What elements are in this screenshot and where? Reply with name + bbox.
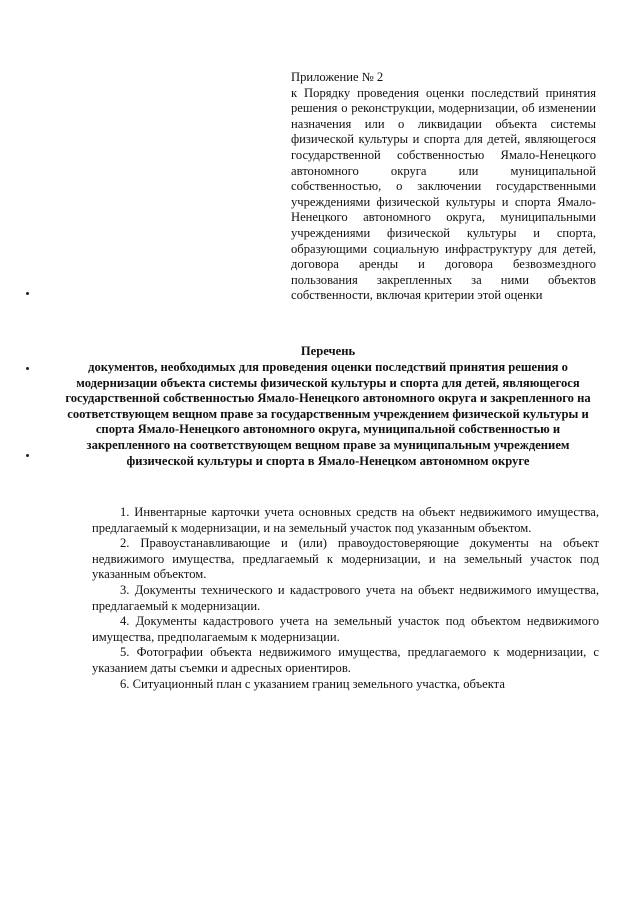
list-item: 6. Ситуационный план с указанием границ земельного участка, объекта xyxy=(120,676,505,691)
scan-dot-mark xyxy=(26,367,29,370)
annex-title: Приложение № 2 xyxy=(291,70,384,84)
list-item: 4. Документы кадастрового учета на земельный участок под объектом недвижимого имущества, предполагаемым к модернизации. xyxy=(92,614,599,644)
list-subtitle: документов, необходимых для проведения оценки последствий принятия решения о модернизации объекта системы физической культуры и спорта для детей, являющегося государственной собственностью Ямало-Ненецкого автономного округа и закрепленного на соответствующем вещном праве за государственным учреждением физической культуры и спорта Ямало-Ненецкого автономного округа, муниципальной собственностью и закрепленного на соответствующем вещном праве за муниципальным учреждением физической культуры и спорта в Ямало-Ненецком автономном округе xyxy=(65,360,591,468)
list-item: 1. Инвентарные карточки учета основных средств на объект недвижимого имущества, предлагаемый к модернизации, и на земельный участок под указанным объектом. xyxy=(92,505,599,535)
list-title: Перечень xyxy=(300,344,356,358)
list-item: 5. Фотографии объекта недвижимого имущества, предлагаемого к модернизации, с указанием даты съемки и адресных ориентиров. xyxy=(92,645,599,675)
scan-dot-mark xyxy=(26,292,29,295)
annex-body: к Порядку проведения оценки последствий принятия решения о реконструкции, модернизации, об изменении назначения или о ликвидации объекта системы физической культуры и спорта для детей, являющегося государственной собственностью Ямало-Ненецкого автономного округа или муниципальной собственностью, о заключении государственными учреждениями физической культуры и спорта Ямало-Ненецкого автономного округа, муниципальными учреждениями физической культуры и спорта, образующими социальную инфраструктуру для детей, договора аренды и договора безвозмездного пользования закрепленных за ними объектов собственности, включая критерии этой оценки xyxy=(291,85,596,303)
list-item: 3. Документы технического и кадастрового учета на объект недвижимого имущества, предлагаемый к модернизации. xyxy=(92,582,599,613)
annex-block xyxy=(291,70,596,304)
scan-dot-mark xyxy=(26,454,29,457)
list-item: 2. Правоустанавливающие и (или) правоудостоверяющие документы на объект недвижимого имущества, предлагаемый к модернизации, и на земельный участок под указанным объектом. xyxy=(92,536,599,582)
document-list xyxy=(92,505,599,692)
